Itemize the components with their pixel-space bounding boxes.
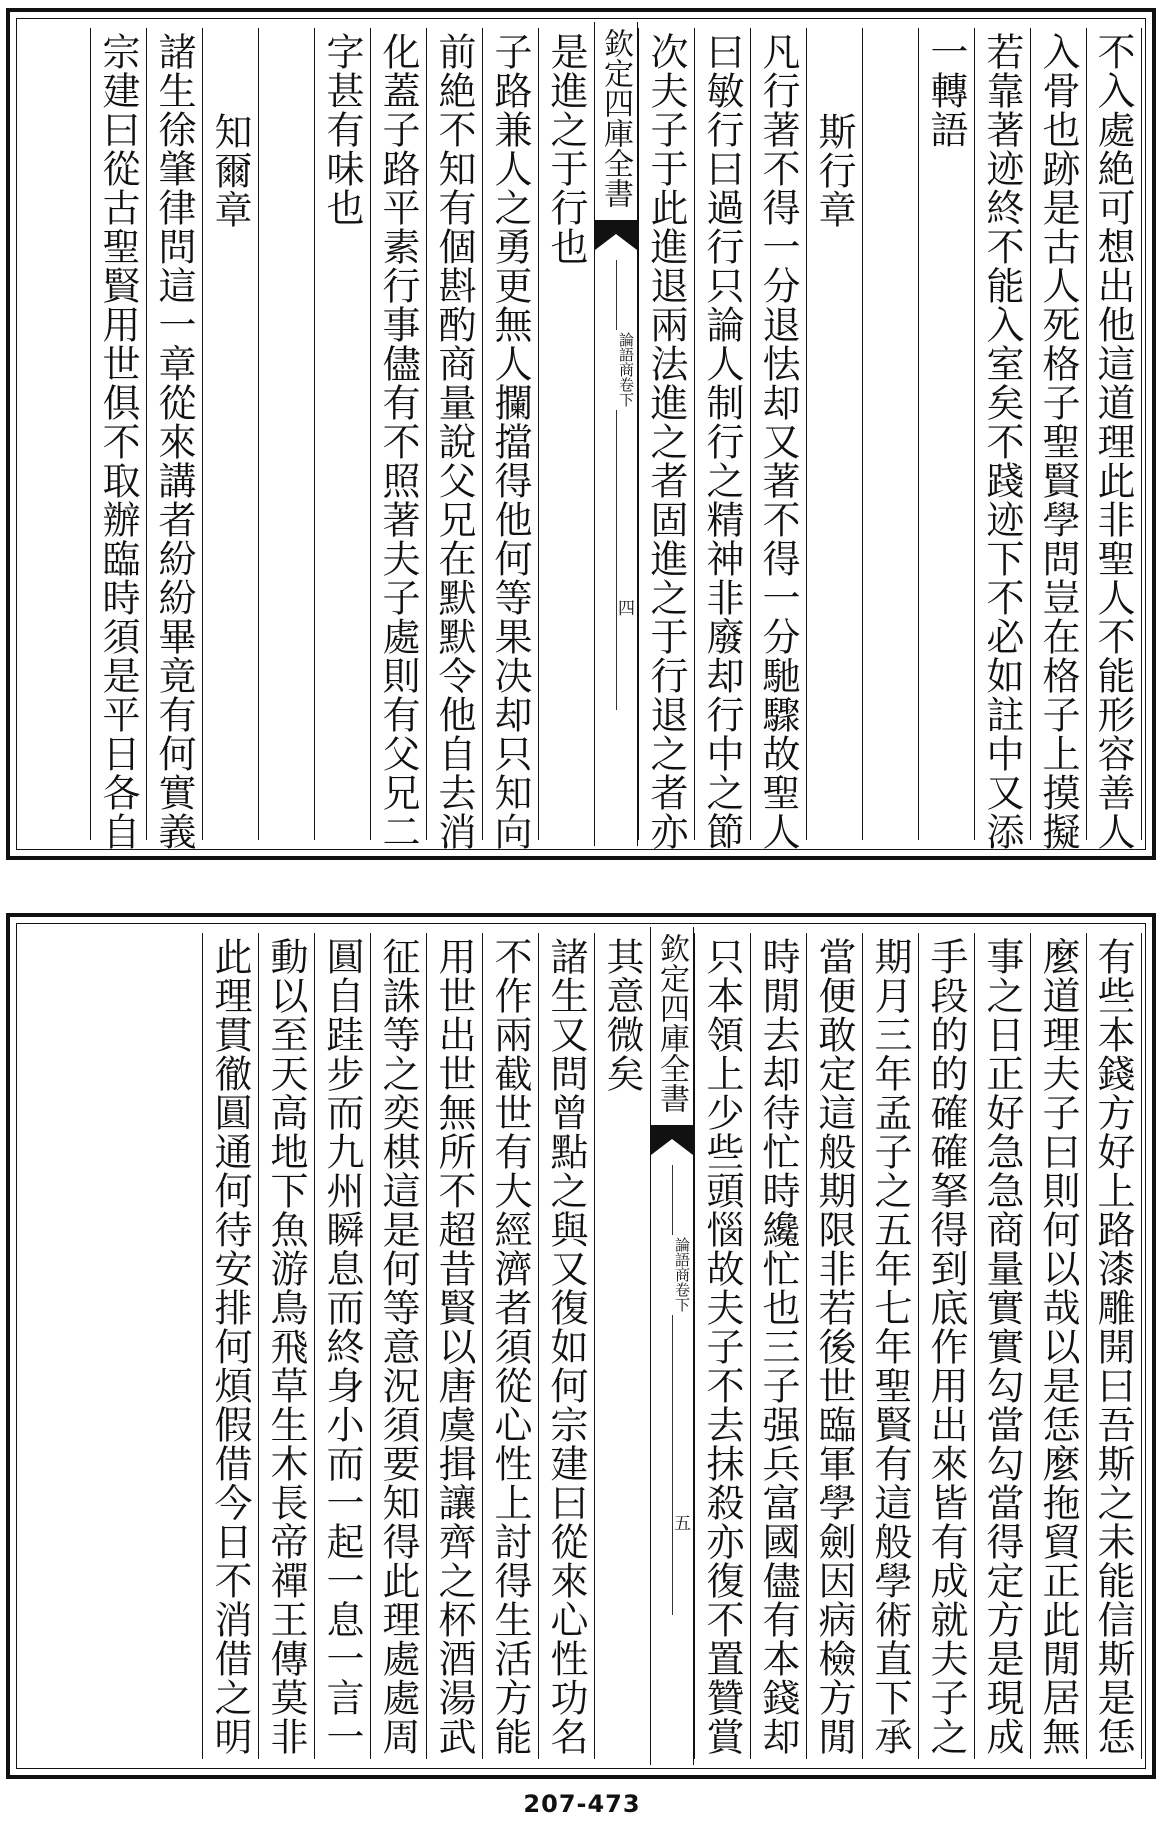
center-page-number: 四 bbox=[614, 599, 634, 616]
fish-tail-mark-icon bbox=[651, 1125, 693, 1165]
left-column bbox=[258, 933, 314, 1759]
column-text: 期月三年孟子之五年七年聖賢有這般學術直下承 bbox=[868, 937, 912, 1756]
column-text: 動以至天高地下魚游鳥飛草生木長帝禪王傳莫非 bbox=[264, 937, 308, 1756]
center-page-number: 五 bbox=[670, 1514, 690, 1531]
column-text: 知爾章 bbox=[208, 112, 252, 229]
column-text: 圓自跬步而九州瞬息而終身小而一起一息一言一 bbox=[320, 937, 364, 1756]
column-text: 是進之于行也 bbox=[544, 32, 588, 266]
top-page bbox=[6, 8, 1156, 860]
column-text: 征誅等之奕棋這是何等意況須要知得此理處處周 bbox=[376, 937, 420, 1756]
right-column bbox=[750, 28, 806, 851]
book-name: 論語商 bbox=[673, 1237, 691, 1282]
right-column bbox=[694, 933, 750, 1759]
center-rule bbox=[672, 1315, 673, 1615]
right-column bbox=[806, 933, 862, 1759]
right-column bbox=[918, 28, 974, 840]
column-text: 前絶不知有個斟酌商量說父兄在默默令他自去消 bbox=[432, 32, 476, 851]
column-text: 有些本錢方好上路漆雕開曰吾斯之未能信斯是恁 bbox=[1091, 937, 1135, 1756]
page-footer-number: 207-473 bbox=[523, 1790, 641, 1818]
right-column bbox=[694, 28, 750, 851]
center-rule bbox=[616, 410, 617, 710]
right-column bbox=[1030, 933, 1086, 1759]
bottom-page-columns bbox=[20, 927, 1142, 1765]
column-text: 諸生徐肇律問這一章從來講者紛紛畢竟有何實義 bbox=[152, 32, 196, 851]
column-text: 曰敏行曰過行只論人制行之精神非廢却行中之節 bbox=[700, 32, 744, 851]
column-text: 當便敢定這般期限非若後世臨軍學劍因病檢方閒 bbox=[812, 937, 856, 1756]
left-column bbox=[538, 28, 594, 840]
right-column bbox=[638, 28, 694, 851]
right-column bbox=[862, 28, 918, 840]
center-strip bbox=[650, 927, 694, 1765]
column-text: 此理貫徹圓通何待安排何煩假借今日不消借之明 bbox=[208, 937, 252, 1756]
left-column bbox=[314, 28, 370, 840]
right-column bbox=[862, 933, 918, 1759]
column-text: 子路兼人之勇更無人攔擋得他何等果决却只知向 bbox=[488, 32, 532, 851]
left-column bbox=[146, 28, 202, 851]
center-rule bbox=[672, 1165, 673, 1235]
right-column bbox=[1030, 28, 1086, 851]
column-text: 字甚有味也 bbox=[320, 32, 364, 227]
column-text: 凡行著不得一分退怯却又著不得一分馳驟故聖人 bbox=[756, 32, 800, 851]
center-title: 欽定四庫全書 bbox=[598, 28, 633, 208]
column-text: 化蓋子路平素行事儘有不照著夫子處則有父兄二 bbox=[376, 32, 420, 851]
column-text: 不入處絶可想出他這道理此非聖人不能形容善人 bbox=[1091, 32, 1135, 851]
right-column bbox=[1086, 933, 1142, 1759]
volume-label: 卷下 bbox=[673, 1282, 691, 1312]
right-column bbox=[750, 933, 806, 1759]
fish-tail-mark-icon bbox=[595, 220, 637, 260]
center-book-title bbox=[653, 1237, 691, 1312]
column-text: 用世出世無所不超昔賢以唐虞揖讓齊之杯酒湯武 bbox=[432, 937, 476, 1756]
right-column bbox=[806, 28, 862, 840]
center-rule bbox=[616, 260, 617, 330]
book-name: 論語商 bbox=[617, 332, 635, 377]
right-column bbox=[974, 28, 1030, 851]
left-column bbox=[426, 28, 482, 851]
column-text: 事之日正好急急商量實實勾當勾當得定方是現成 bbox=[980, 937, 1024, 1756]
left-column bbox=[370, 933, 426, 1759]
left-column bbox=[426, 933, 482, 1759]
column-text: 入骨也跡是古人死格子聖賢學問豈在格子上摸擬 bbox=[1036, 32, 1080, 851]
left-column bbox=[370, 28, 426, 851]
volume-label: 卷下 bbox=[617, 377, 635, 407]
left-column bbox=[538, 933, 594, 1759]
right-column bbox=[1086, 28, 1142, 851]
column-text: 宗建曰從古聖賢用世俱不取辦臨時須是平日各自 bbox=[96, 32, 140, 851]
left-column bbox=[202, 28, 258, 840]
top-page-columns bbox=[20, 22, 1142, 851]
column-text: 其意微矣 bbox=[600, 937, 644, 1093]
bottom-page bbox=[6, 913, 1156, 1779]
right-column bbox=[974, 933, 1030, 1759]
center-title: 欽定四庫全書 bbox=[654, 933, 689, 1113]
column-text: 諸生又問曾點之與又復如何宗建曰從來心性功名 bbox=[544, 937, 588, 1756]
left-column bbox=[482, 28, 538, 851]
left-column bbox=[202, 933, 258, 1759]
center-book-title bbox=[597, 332, 635, 407]
column-text: 只本領上少些頭惱故夫子不去抹殺亦復不置贊賞 bbox=[700, 937, 744, 1756]
left-column bbox=[90, 28, 146, 851]
left-column bbox=[594, 933, 650, 1759]
column-text: 一轉語 bbox=[924, 32, 968, 149]
right-column bbox=[918, 933, 974, 1759]
column-text: 手段的的確確拏得到底作用出來皆有成就夫子之 bbox=[924, 937, 968, 1756]
left-column bbox=[482, 933, 538, 1759]
left-column bbox=[314, 933, 370, 1759]
left-column bbox=[258, 28, 314, 840]
center-strip bbox=[594, 22, 638, 846]
column-text: 不作兩截世有大經濟者須從心性上討得生活方能 bbox=[488, 937, 532, 1756]
column-text: 若靠著迹終不能入室矣不踐迹下不必如註中又添 bbox=[980, 32, 1024, 851]
column-text: 斯行章 bbox=[812, 112, 856, 229]
column-text: 麼道理夫子曰則何以哉以是恁麼拖貿正此閒居無 bbox=[1036, 937, 1080, 1756]
column-text: 時閒去却待忙時纔忙也三子强兵富國儘有本錢却 bbox=[756, 937, 800, 1756]
column-text: 次夫子于此進退兩法進之者固進之于行退之者亦 bbox=[644, 32, 688, 851]
